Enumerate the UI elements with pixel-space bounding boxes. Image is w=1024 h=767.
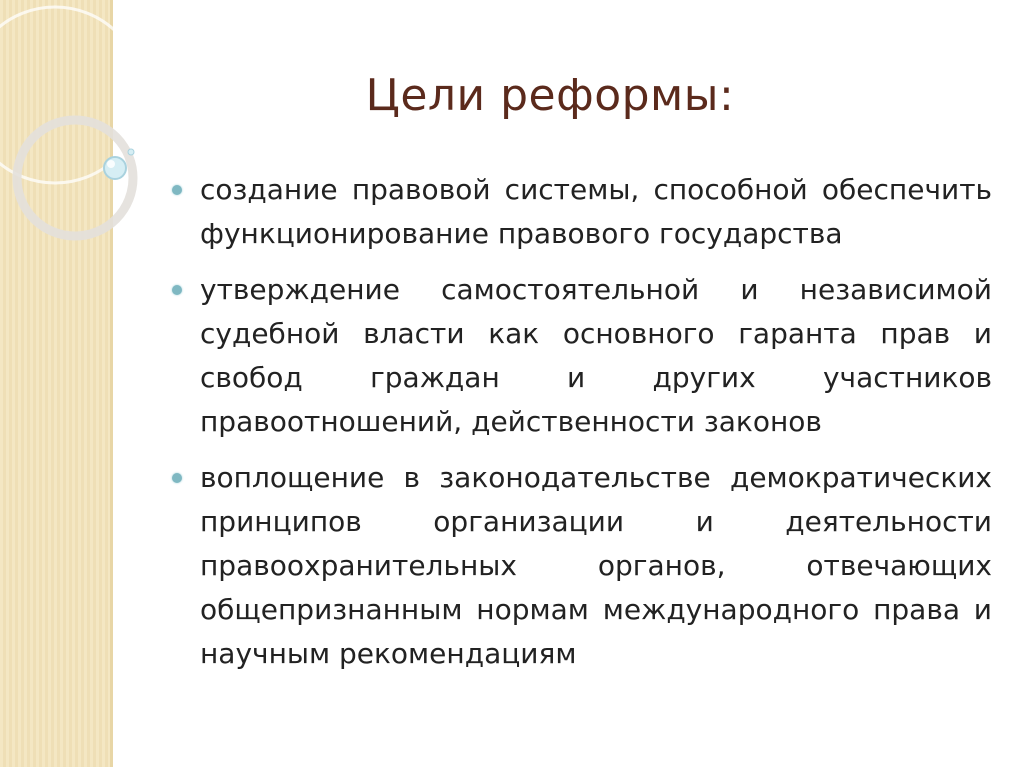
decorative-bubble bbox=[104, 157, 126, 179]
bullet-text: воплощение в законодательстве демократических принципов организации и деятельности правоохранительных органов, отвечающих общепризнанным нормам международного права и научным рекомендациям bbox=[200, 461, 992, 670]
bullet-text: утверждение самостоятельной и независимой судебной власти как основного гаранта прав и свобод граждан и других участников правоотношений, действенности законов bbox=[200, 273, 992, 438]
bullet-dot-icon bbox=[172, 473, 182, 483]
bullet-dot-icon bbox=[172, 285, 182, 295]
bullet-dot-icon bbox=[172, 185, 182, 195]
bullet-item bbox=[170, 456, 992, 676]
bullet-text: создание правовой системы, способной обеспечить функционирование правового государства bbox=[200, 173, 992, 250]
bullet-list bbox=[170, 168, 992, 688]
decorative-bubble-small bbox=[128, 149, 134, 155]
bullet-item bbox=[170, 268, 992, 444]
decorative-bubble-highlight bbox=[107, 160, 115, 168]
slide-title: Цели реформы: bbox=[365, 70, 735, 121]
bullet-item bbox=[170, 168, 992, 256]
